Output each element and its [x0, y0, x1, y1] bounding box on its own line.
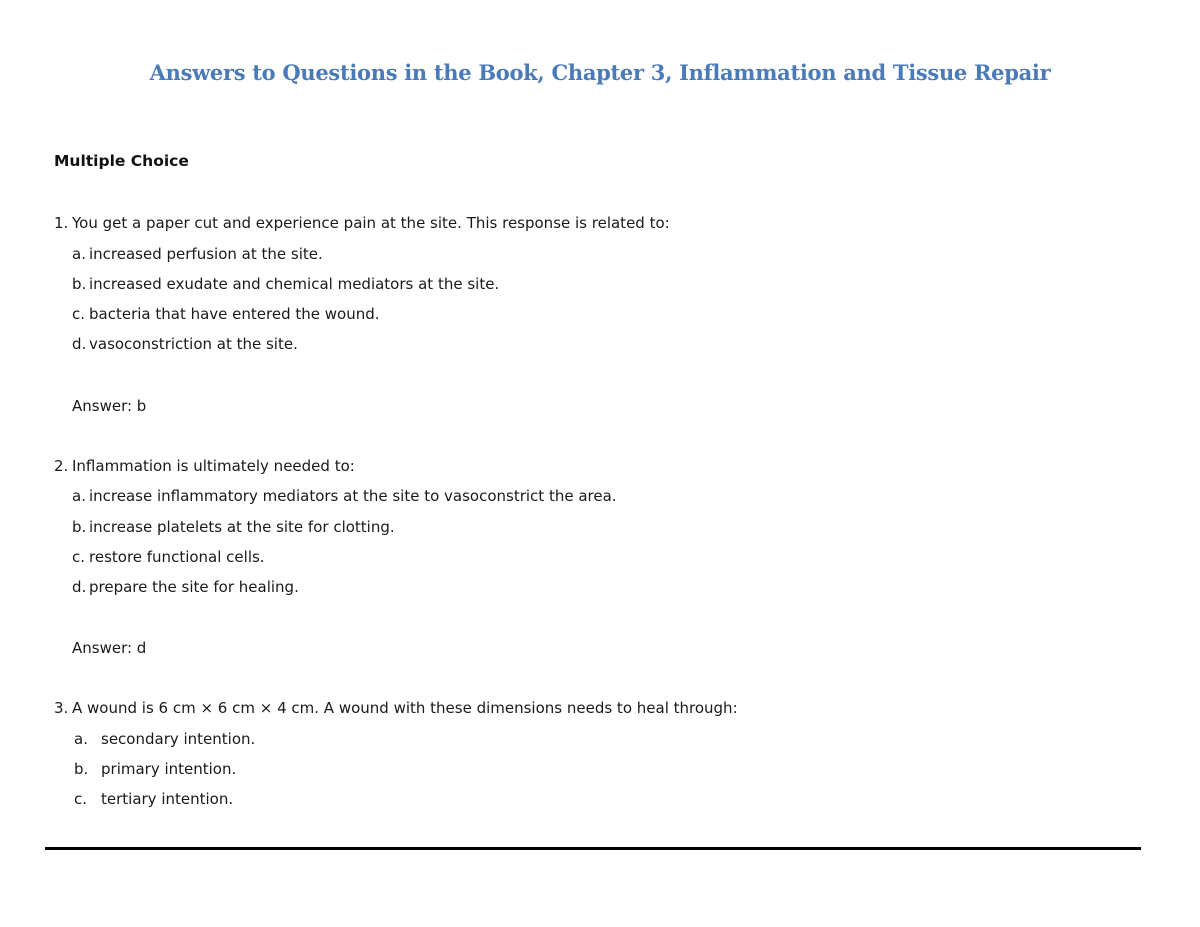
answer-option: [74, 760, 236, 778]
answer-option: [72, 578, 299, 596]
option-text: restore functional cells.: [89, 548, 265, 566]
option-text: primary intention.: [101, 760, 237, 778]
option-text: bacteria that have entered the wound.: [89, 305, 380, 323]
option-letter: c.: [74, 790, 88, 808]
answer-key: Answer: d: [72, 639, 147, 657]
question-text: You get a paper cut and experience pain at the site. This response is related to:: [72, 214, 670, 232]
option-letter: a.: [74, 730, 88, 748]
question-1: [54, 214, 670, 232]
answer-option: [72, 487, 617, 505]
option-text: tertiary intention.: [101, 790, 234, 808]
option-text: increased perfusion at the site.: [89, 245, 323, 263]
question-number: 1.: [54, 214, 69, 232]
section-heading: Multiple Choice: [54, 152, 189, 170]
question-2: [54, 457, 355, 475]
question-number: 3.: [54, 699, 69, 717]
answer-option: [72, 518, 395, 536]
answer-option: [74, 730, 255, 748]
option-text: secondary intention.: [101, 730, 256, 748]
answer-option: [74, 790, 233, 808]
option-text: increase platelets at the site for clotting.: [89, 518, 395, 536]
option-letter: d.: [72, 578, 87, 596]
horizontal-divider: [45, 847, 1141, 850]
option-letter: b.: [74, 760, 89, 778]
answer-option: [72, 245, 323, 263]
answer-option: [72, 305, 380, 323]
question-3: [54, 699, 738, 717]
answer-option: [72, 275, 499, 293]
page-title: Answers to Questions in the Book, Chapter 3, Inflammation and Tissue Repair: [149, 60, 1051, 85]
option-letter: b.: [72, 275, 87, 293]
question-text: A wound is 6 cm × 6 cm × 4 cm. A wound with these dimensions needs to heal through:: [72, 699, 738, 717]
option-letter: b.: [72, 518, 87, 536]
option-text: prepare the site for healing.: [89, 578, 299, 596]
question-number: 2.: [54, 457, 69, 475]
question-text: Inflammation is ultimately needed to:: [72, 457, 355, 475]
option-letter: d.: [72, 335, 87, 353]
answer-option: [72, 548, 265, 566]
option-letter: c.: [72, 548, 86, 566]
option-letter: a.: [72, 245, 86, 263]
option-letter: a.: [72, 487, 86, 505]
option-text: vasoconstriction at the site.: [89, 335, 298, 353]
option-text: increased exudate and chemical mediators at the site.: [89, 275, 500, 293]
option-letter: c.: [72, 305, 86, 323]
answer-option: [72, 335, 298, 353]
option-text: increase inflammatory mediators at the site to vasoconstrict the area.: [89, 487, 617, 505]
answer-key: Answer: b: [72, 397, 147, 415]
